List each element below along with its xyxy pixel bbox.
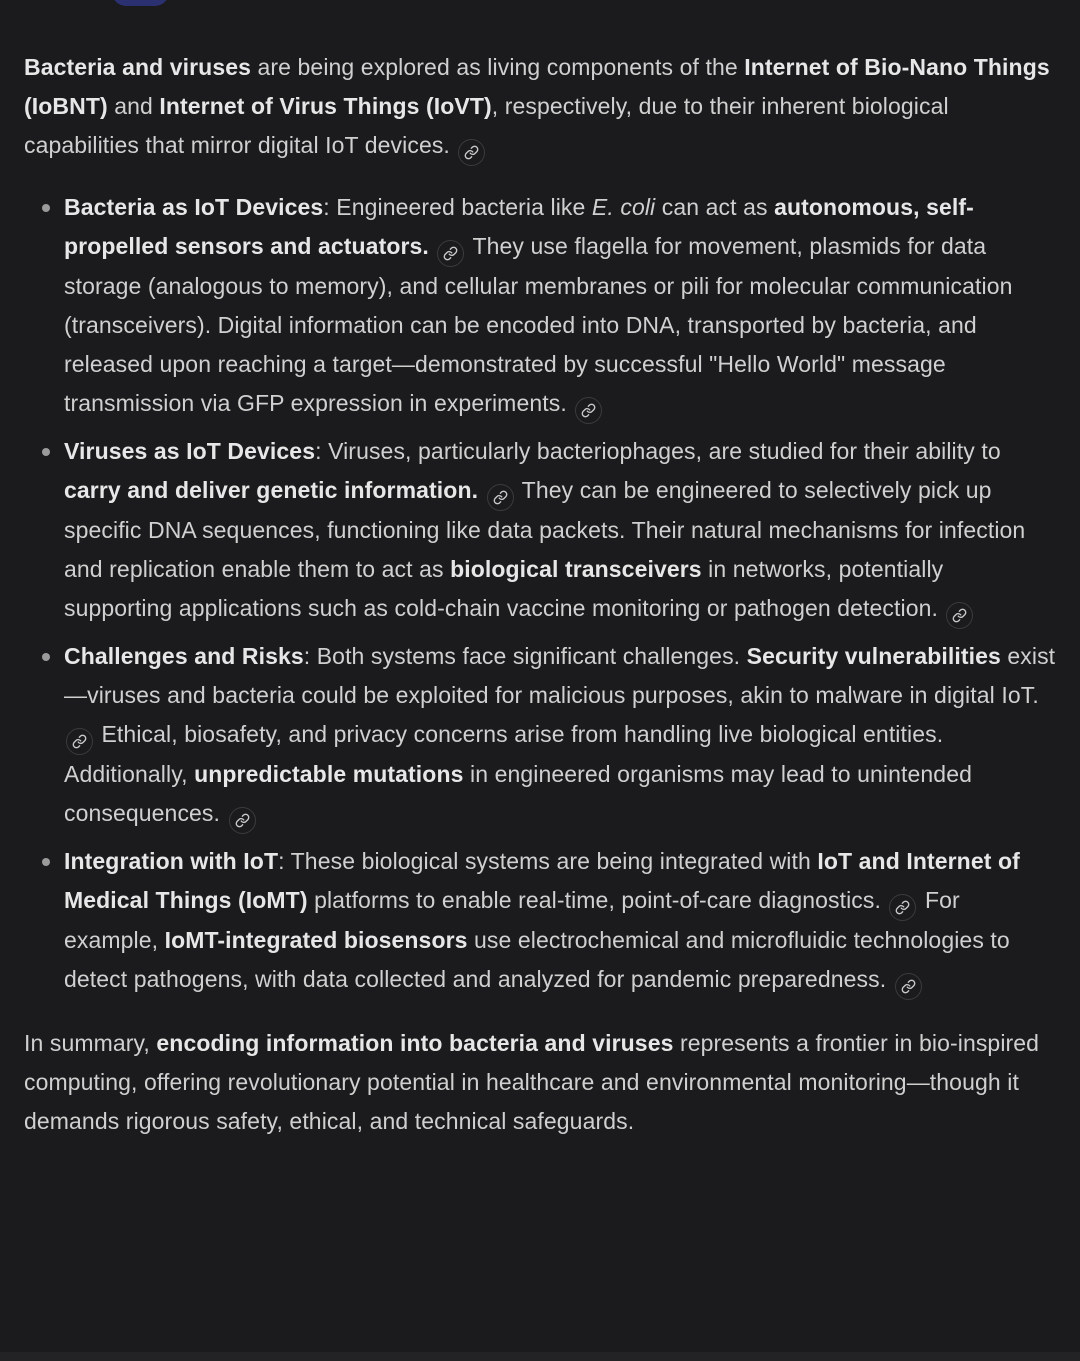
list-item-viruses-as-iot <box>24 432 1056 629</box>
list-item-text: Viruses as IoT Devices: Viruses, particularly bacteriophages, are studied for their ability to carry and deliver genetic information. They can be engineered to selectively pick up specific DNA sequences, functioning like data packets. Their natural mechanisms for infection and replication enable them to act as biological transceivers in networks, potentially supporting applications such as cold-chain vaccine monitoring or pathogen detection. <box>64 438 1025 621</box>
intro-paragraph: Bacteria and viruses are being explored as living components of the Internet of Bio-Nano Things (IoBNT) and Internet of Virus Things (IoVT), respectively, due to their inherent biological capabilities that mirror digital IoT devices. <box>24 48 1056 166</box>
citation-link-icon[interactable] <box>889 894 916 921</box>
summary-paragraph: In summary, encoding information into bacteria and viruses represents a frontier in bio-inspired computing, offering revolutionary potential in healthcare and environmental monitoring—though it demands rigorous safety, ethical, and technical safeguards. <box>24 1030 1040 1134</box>
citation-link-icon[interactable] <box>437 240 464 267</box>
input-bar-partial[interactable] <box>0 1352 1080 1361</box>
list-item-text: Challenges and Risks: Both systems face significant challenges. Security vulnerabilities exist—viruses and bacteria could be exploited for malicious purposes, akin to malware in digital IoT. Ethical, biosafety, and privacy concerns arise from handling live biological entities. Additionally, unpredictable mutations in engineered organisms may lead to unintended consequences. <box>64 643 1055 826</box>
list-item-challenges-risks <box>24 637 1056 834</box>
key-points-list <box>24 188 1056 1000</box>
list-item-text: Integration with IoT: These biological systems are being integrated with IoT and Internet of Medical Things (IoMT) platforms to enable real-time, point-of-care diagnostics. For example, IoMT-integrated biosensors use electrochemical and microfluidic technologies to detect pathogens, with data collected and analyzed for pandemic preparedness. <box>64 848 1020 992</box>
list-item-integration-iot <box>24 842 1056 1000</box>
citation-link-icon[interactable] <box>487 484 514 511</box>
citation-link-icon[interactable] <box>66 728 93 755</box>
citation-link-icon[interactable] <box>575 397 602 424</box>
citation-link-icon[interactable] <box>895 973 922 1000</box>
citation-link-icon[interactable] <box>946 602 973 629</box>
list-item-text: Bacteria as IoT Devices: Engineered bacteria like E. coli can act as autonomous, self-propelled sensors and actuators. They use flagella for movement, plasmids for data storage (analogous to memory), and cellular membranes or pili for molecular communication (transceivers). Digital information can be encoded into DNA, transported by bacteria, and released upon reaching a target—demonstrated by successful "Hello World" message transmission via GFP expression in experiments. <box>64 194 1012 416</box>
citation-link-icon[interactable] <box>458 139 485 166</box>
citation-link-icon[interactable] <box>229 807 256 834</box>
list-item-bacteria-as-iot <box>24 188 1056 424</box>
